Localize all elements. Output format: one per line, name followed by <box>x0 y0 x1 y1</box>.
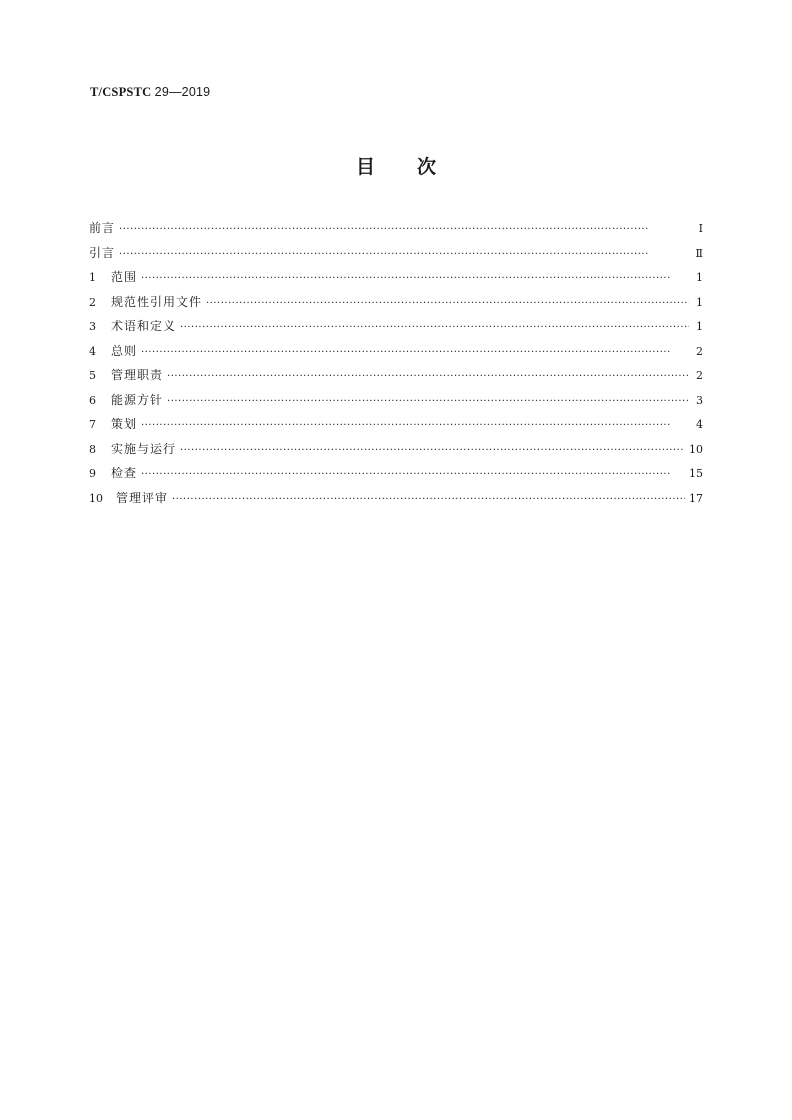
toc-entry-label: 能源方针 <box>111 392 164 407</box>
toc-leader-dots <box>206 292 689 317</box>
toc-leader-dots <box>167 365 689 390</box>
toc-leader-dots <box>119 243 689 268</box>
toc-leader-dots <box>141 414 689 439</box>
toc-entry-label: 策划 <box>111 417 138 431</box>
toc-entry-foreword[interactable] <box>89 216 703 241</box>
toc-leader-dots <box>141 463 685 488</box>
toc-entry-7[interactable] <box>89 412 703 437</box>
toc-entry-9[interactable] <box>89 461 703 486</box>
toc-entry-label: 引言 <box>89 245 116 260</box>
toc-entry-number: 3 <box>89 320 96 333</box>
toc-entry-page: 15 <box>689 467 703 480</box>
toc-entry-label: 管理评审 <box>116 490 169 505</box>
toc-list <box>89 216 703 510</box>
toc-entry-page: 2 <box>696 369 703 382</box>
toc-entry-5[interactable] <box>89 363 703 388</box>
toc-entry-label: 实施与运行 <box>111 441 177 456</box>
toc-entry-number: 2 <box>89 295 96 309</box>
toc-entry-page: 1 <box>696 320 703 333</box>
document-code-prefix: T/CSPSTC <box>90 85 152 99</box>
toc-entry-page: 4 <box>696 418 703 431</box>
toc-entry-page: 10 <box>689 442 703 456</box>
toc-title <box>0 152 792 179</box>
toc-entry-label: 检查 <box>111 466 138 480</box>
toc-entry-page: 3 <box>696 393 703 407</box>
toc-entry-2[interactable] <box>89 290 703 315</box>
toc-entry-6[interactable] <box>89 388 703 413</box>
toc-entry-label: 规范性引用文件 <box>111 294 203 309</box>
document-code <box>90 85 210 100</box>
toc-entry-page: Ⅱ <box>695 246 703 260</box>
toc-entry-number: 1 <box>89 271 96 284</box>
toc-leader-dots <box>141 267 689 292</box>
document-code-number: 29—2019 <box>154 85 211 99</box>
toc-title-char-2: 次 <box>417 156 437 178</box>
toc-entry-10[interactable] <box>89 486 703 511</box>
toc-entry-8[interactable] <box>89 437 703 462</box>
toc-entry-number: 10 <box>89 491 103 505</box>
toc-entry-number: 9 <box>89 467 96 480</box>
toc-entry-label: 管理职责 <box>111 368 164 382</box>
toc-leader-dots <box>180 316 689 341</box>
toc-leader-dots <box>172 488 685 513</box>
toc-entry-number: 5 <box>89 369 96 382</box>
toc-entry-1[interactable] <box>89 265 703 290</box>
toc-entry-label: 总则 <box>111 343 138 358</box>
toc-entry-label: 术语和定义 <box>111 319 177 333</box>
toc-leader-dots <box>180 439 685 464</box>
toc-entry-page: 1 <box>696 295 703 309</box>
toc-entry-page: 17 <box>689 491 703 505</box>
toc-entry-page: Ⅰ <box>698 222 703 235</box>
toc-entry-introduction[interactable] <box>89 241 703 266</box>
toc-entry-4[interactable] <box>89 339 703 364</box>
toc-leader-dots <box>167 390 689 415</box>
toc-leader-dots <box>141 341 689 366</box>
toc-leader-dots <box>119 218 689 243</box>
toc-entry-number: 4 <box>89 344 96 358</box>
toc-entry-label: 前言 <box>89 221 116 235</box>
toc-entry-page: 2 <box>696 344 703 358</box>
toc-entry-page: 1 <box>696 271 703 284</box>
toc-entry-number: 7 <box>89 418 96 431</box>
toc-entry-label: 范围 <box>111 270 138 284</box>
toc-entry-number: 8 <box>89 442 96 456</box>
toc-title-char-1: 目 <box>355 156 375 178</box>
toc-entry-3[interactable] <box>89 314 703 339</box>
toc-entry-number: 6 <box>89 393 96 407</box>
